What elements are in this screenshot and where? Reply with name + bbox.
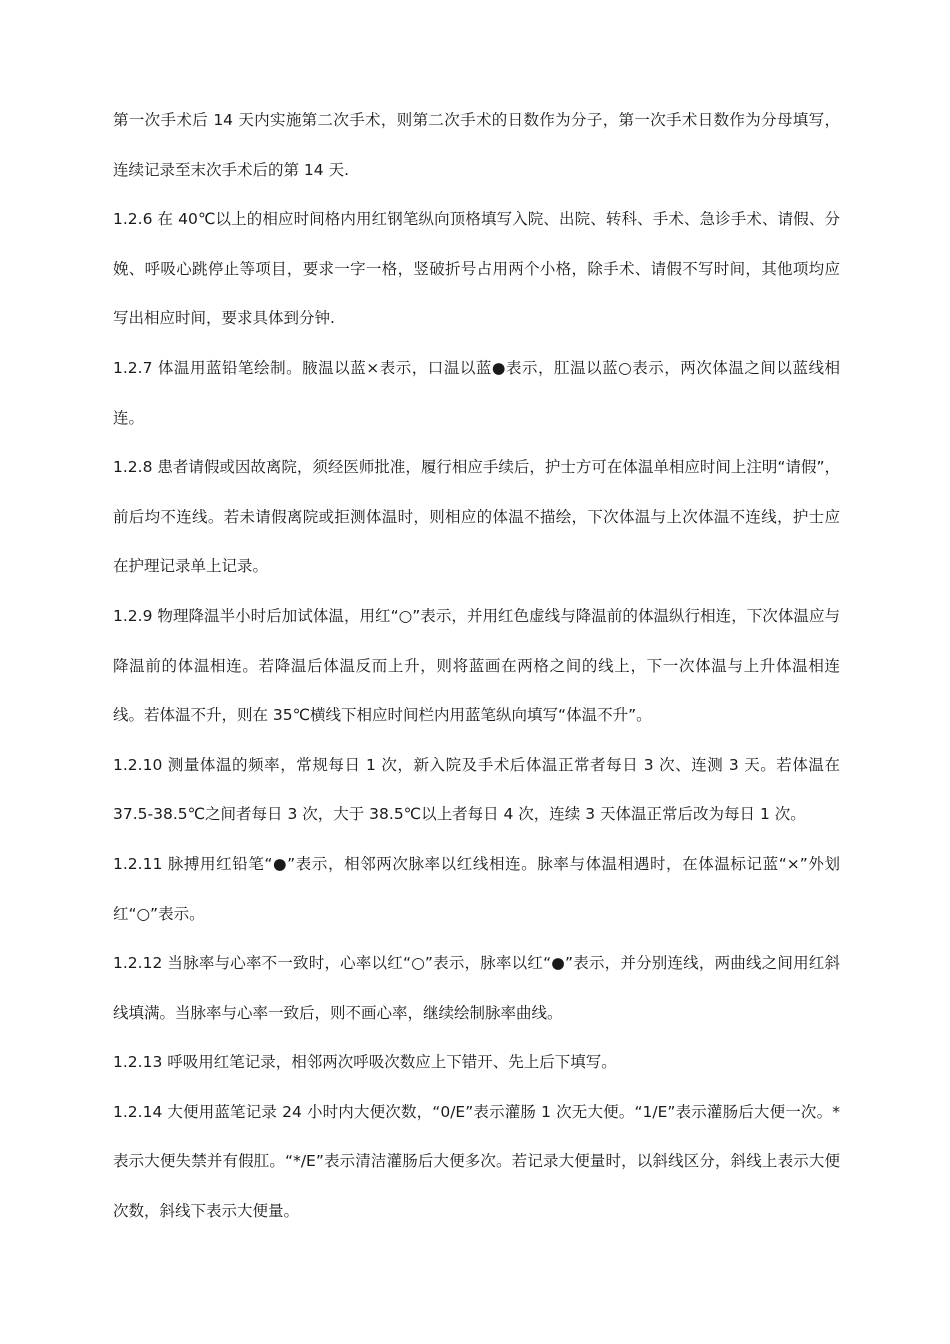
paragraph-1-2-8: 1.2.8 患者请假或因故离院，须经医师批准，履行相应手续后，护士方可在体温单相应时间上注明“请假”，前后均不连线。若未请假离院或拒测体温时，则相应的体温不描绘，下次体温与上次体温不连线，护士应在护理记录单上记录。 [113,458,840,576]
document-body [113,96,840,1237]
paragraph-1-2-14: 1.2.14 大便用蓝笔记录 24 小时内大便次数，“0/E”表示灌肠 1 次无大便。“1/E”表示灌肠后大便一次。*表示大便失禁并有假肛。“*/E”表示清洁灌肠后大便多次。若记录大便量时，以斜线区分，斜线上表示大便次数，斜线下表示大便量。 [113,1102,840,1221]
paragraph-surgery-days: 第一次手术后 14 天内实施第二次手术，则第二次手术的日数作为分子，第一次手术日数作为分母填写，连续记录至末次手术后的第 14 天. [113,111,840,179]
paragraph-1-2-13: 1.2.13 呼吸用红笔记录，相邻两次呼吸次数应上下错开、先上后下填写。 [113,1053,617,1072]
paragraph-1-2-11: 1.2.11 脉搏用红铅笔“●”表示，相邻两次脉率以红线相连。脉率与体温相遇时，在体温标记蓝“×”外划红“○”表示。 [113,854,840,923]
paragraph-1-2-6: 1.2.6 在 40℃以上的相应时间格内用红钢笔纵向顶格填写入院、出院、转科、手术、急诊手术、请假、分娩、呼吸心跳停止等项目，要求一字一格，竖破折号占用两个小格，除手术、请假不写时间，其他项均应写出相应时间，要求具体到分钟. [113,210,840,328]
paragraph-1-2-7: 1.2.7 体温用蓝铅笔绘制。腋温以蓝×表示，口温以蓝●表示，肛温以蓝○表示，两次体温之间以蓝线相连。 [113,358,840,427]
paragraph-1-2-10: 1.2.10 测量体温的频率，常规每日 1 次，新入院及手术后体温正常者每日 3 次、连测 3 天。若体温在 37.5-38.5℃之间者每日 3 次，大于 38.5℃以上者每日 4 次，连续 3 天体温正常后改为每日 1 次。 [113,755,840,824]
paragraph-1-2-9: 1.2.9 物理降温半小时后加试体温，用红“○”表示，并用红色虚线与降温前的体温纵行相连，下次体温应与降温前的体温相连。若降温后体温反而上升，则将蓝画在两格之间的线上，下一次体温与上升体温相连线。若体温不升，则在 35℃横线下相应时间栏内用蓝笔纵向填写“体温不升”。 [113,606,840,725]
paragraph-1-2-12: 1.2.12 当脉率与心率不一致时，心率以红“○”表示，脉率以红“●”表示，并分别连线，两曲线之间用红斜线填满。当脉率与心率一致后，则不画心率，继续绘制脉率曲线。 [113,954,840,1022]
